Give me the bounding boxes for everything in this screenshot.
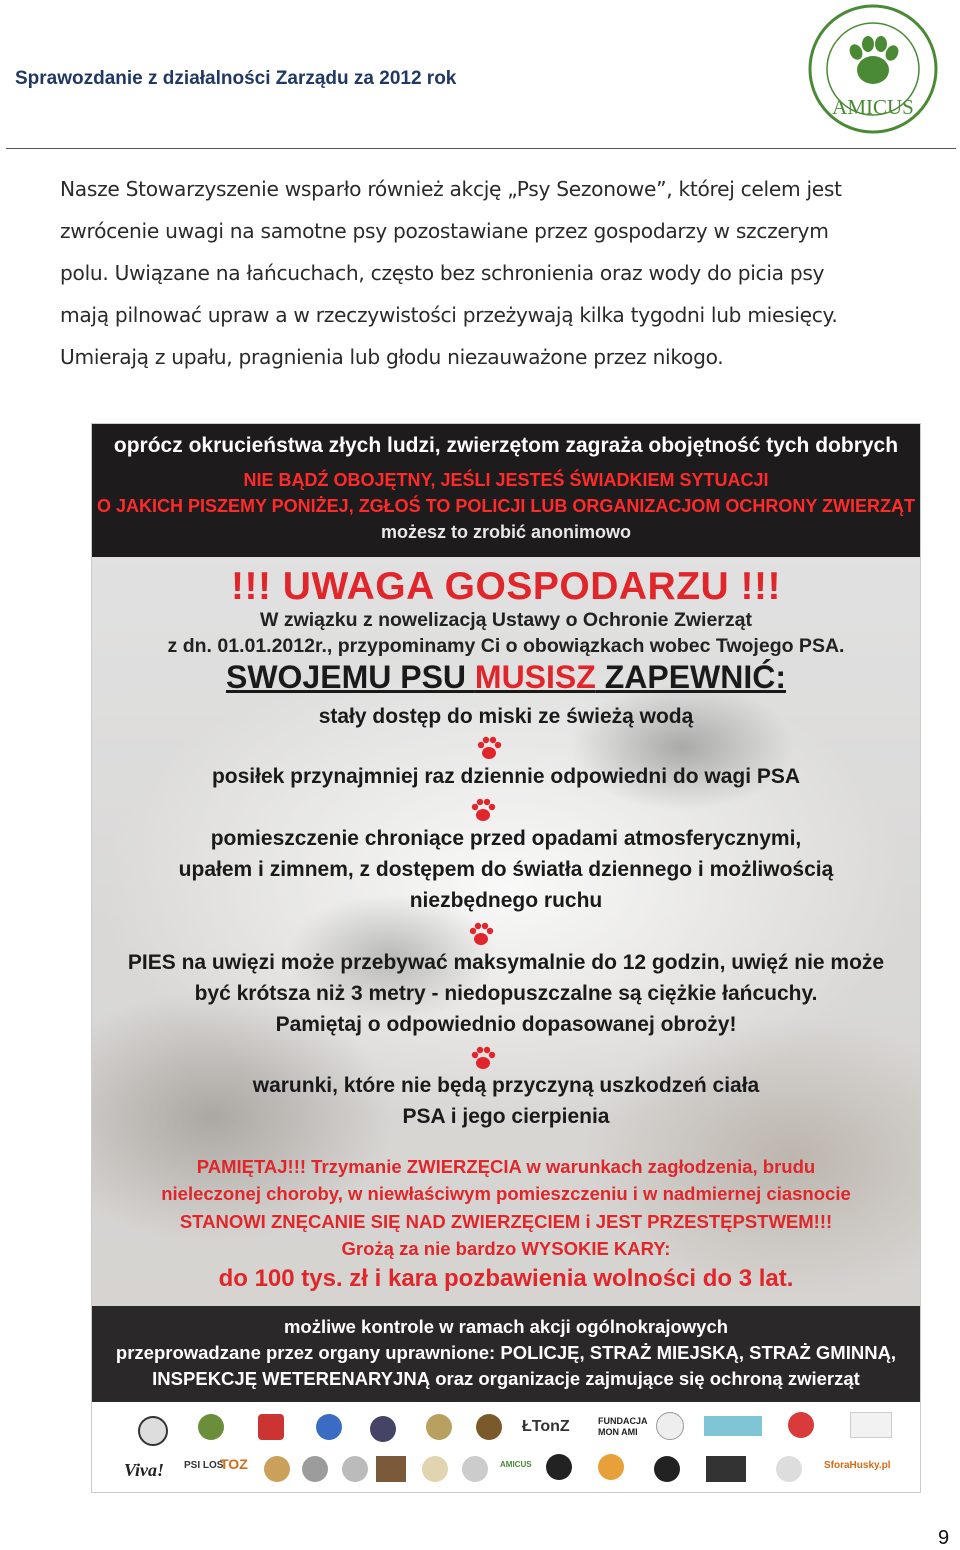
intro-line: Nasze Stowarzyszenie wsparło również akcję „Psy Sezonowe”, której celem jest	[60, 177, 842, 201]
poster-requirement: posiłek przynajmniej raz dziennie odpowiedni do wagi PSA	[211, 765, 801, 788]
poster-requirement: być krótsza niż 3 metry - niedopuszczalne są ciężkie łańcuchy.	[194, 982, 818, 1005]
poster-requirement: niezbędnego ruchu	[409, 889, 603, 912]
sponsor-logo	[258, 1414, 284, 1440]
logo-name-text: AMICUS	[832, 95, 914, 119]
poster-requirement: upałem i zimnem, z dostępem do światła dziennego i możliwością	[178, 858, 834, 881]
poster-top-line: NIE BĄDŹ OBOJĘTNY, JEŚLI JESTEŚ ŚWIADKIEM SYTUACJI	[243, 470, 769, 490]
poster-requirement: PIES na uwięzi może przebywać maksymalnie do 12 godzin, uwięź nie może	[127, 951, 885, 974]
red-paw-icon	[466, 919, 496, 949]
sponsor-logo	[546, 1454, 572, 1480]
sponsor-logo	[316, 1414, 342, 1440]
poster-top-banner	[92, 424, 920, 557]
poster-penalty-text: do 100 tys. zł i kara pozbawienia wolności do 3 lat.	[218, 1265, 794, 1292]
poster-bottom-line: możliwe kontrole w ramach akcji ogólnokrajowych	[283, 1316, 729, 1337]
sponsor-logo	[776, 1456, 802, 1482]
sponsor-logo-text: Viva!	[124, 1460, 165, 1480]
poster-top-line: oprócz okrucieństwa złych ludzi, zwierzętom zagraża obojętność tych dobrych	[113, 434, 899, 457]
sponsor-logo	[342, 1456, 368, 1482]
poster-top-line: O JAKICH PISZEMY PONIŻEJ, ZGŁOŚ TO POLICJI LUB ORGANIZACJOM OCHRONY ZWIERZĄT	[96, 496, 916, 516]
poster-bottom-banner	[92, 1306, 920, 1402]
sponsor-logo	[376, 1456, 406, 1482]
red-paw-icon	[468, 1043, 498, 1073]
poster-requirement: stały dostęp do miski ze świeżą wodą	[318, 705, 694, 728]
sponsor-logo	[706, 1456, 746, 1482]
sponsor-logo-text: FUNDACJA MON AMI	[598, 1416, 648, 1437]
sponsor-logo	[302, 1456, 328, 1482]
page-number: 9	[938, 1527, 950, 1549]
sponsor-logo	[704, 1416, 762, 1436]
intro-line: Umierają z upału, pragnienia lub głodu niezauważone przez nikogo.	[60, 345, 724, 369]
intro-line: mają pilnować upraw a w rzeczywistości przeżywają kilka tygodni lub miesięcy.	[60, 303, 838, 327]
intro-line: polu. Uwiązane na łańcuchach, często bez schronienia oraz wody do picia psy	[60, 261, 825, 285]
poster-requirement: warunki, które nie będą przyczyną uszkodzeń ciała	[252, 1074, 760, 1097]
paw-icon	[847, 36, 901, 84]
poster-warning-text: STANOWI ZNĘCANIE SIĘ NAD ZWIERZĘCIEM i JEST PRZESTĘPSTWEM!!!	[179, 1211, 833, 1232]
sponsor-logo	[426, 1414, 452, 1440]
poster-warning-text: nieleczonej choroby, w niewłaściwym pomieszczeniu i w nadmiernej ciasnocie	[161, 1183, 851, 1204]
intro-line: zwrócenie uwagi na samotne psy pozostawiane przez gospodarzy w szczerym	[60, 219, 829, 243]
sponsor-logo-text: AMICUS	[500, 1460, 532, 1469]
poster-subheading: z dn. 01.01.2012r., przypominamy Ci o obowiązkach wobec Twojego PSA.	[167, 635, 845, 657]
poster-warning-text: Grożą za nie bardzo WYSOKIE KARY:	[341, 1238, 671, 1259]
sponsor-logo	[656, 1412, 684, 1440]
poster-subheading: W związku z nowelizacją Ustawy o Ochronie Zwierząt	[260, 609, 752, 631]
poster-sponsor-logos	[92, 1402, 920, 1492]
red-paw-icon	[474, 733, 504, 763]
sponsor-logo	[370, 1416, 396, 1442]
sponsor-logo	[264, 1456, 290, 1482]
header-divider	[6, 148, 956, 149]
poster-bottom-line: INSPEKCJĘ WETERENARYJNĄ oraz organizacje zajmujące się ochroną zwierząt	[152, 1368, 860, 1389]
sponsor-logo	[462, 1456, 488, 1482]
campaign-poster	[91, 423, 921, 1493]
sponsor-logo-text: SforaHusky.pl	[824, 1460, 891, 1471]
sponsor-logo	[598, 1454, 624, 1480]
amicus-logo	[806, 2, 940, 136]
poster-requirement: PSA i jego cierpienia	[402, 1105, 610, 1128]
sponsor-logo-text: TOZ	[220, 1456, 248, 1472]
sponsor-logo	[138, 1416, 168, 1446]
sponsor-logo	[850, 1412, 892, 1438]
sponsor-logo	[788, 1412, 814, 1438]
sponsor-logo	[198, 1414, 224, 1440]
intro-paragraph	[60, 168, 952, 378]
poster-requirement: Pamiętaj o odpowiednio dopasowanej obroży!	[275, 1013, 737, 1036]
poster-requirement: pomieszczenie chroniące przed opadami atmosferycznymi,	[210, 827, 802, 850]
sponsor-logo	[654, 1456, 680, 1482]
poster-warning-text: PAMIĘTAJ!!! Trzymanie ZWIERZĘCIA w warunkach zagłodzenia, brudu	[196, 1156, 816, 1177]
sponsor-logo	[476, 1414, 502, 1440]
red-paw-icon	[468, 795, 498, 825]
poster-main-panel	[92, 557, 920, 1306]
poster-must-provide-heading: SWOJEMU PSU MUSISZ ZAPEWNIĆ:	[225, 659, 786, 695]
poster-top-line: możesz to zrobić anonimowo	[380, 522, 631, 542]
sponsor-logo-text: ŁTonZ	[522, 1418, 570, 1435]
poster-warning-heading: !!! UWAGA GOSPODARZU !!!	[231, 565, 781, 608]
document-header-title: Sprawozdanie z działalności Zarządu za 2012 rok	[15, 68, 457, 89]
poster-bottom-line: przeprowadzane przez organy uprawnione: POLICJĘ, STRAŻ MIEJSKĄ, STRAŻ GMINNĄ,	[115, 1342, 897, 1363]
sponsor-logo-text: PSI LOS	[184, 1460, 224, 1471]
sponsor-logo	[422, 1456, 448, 1482]
